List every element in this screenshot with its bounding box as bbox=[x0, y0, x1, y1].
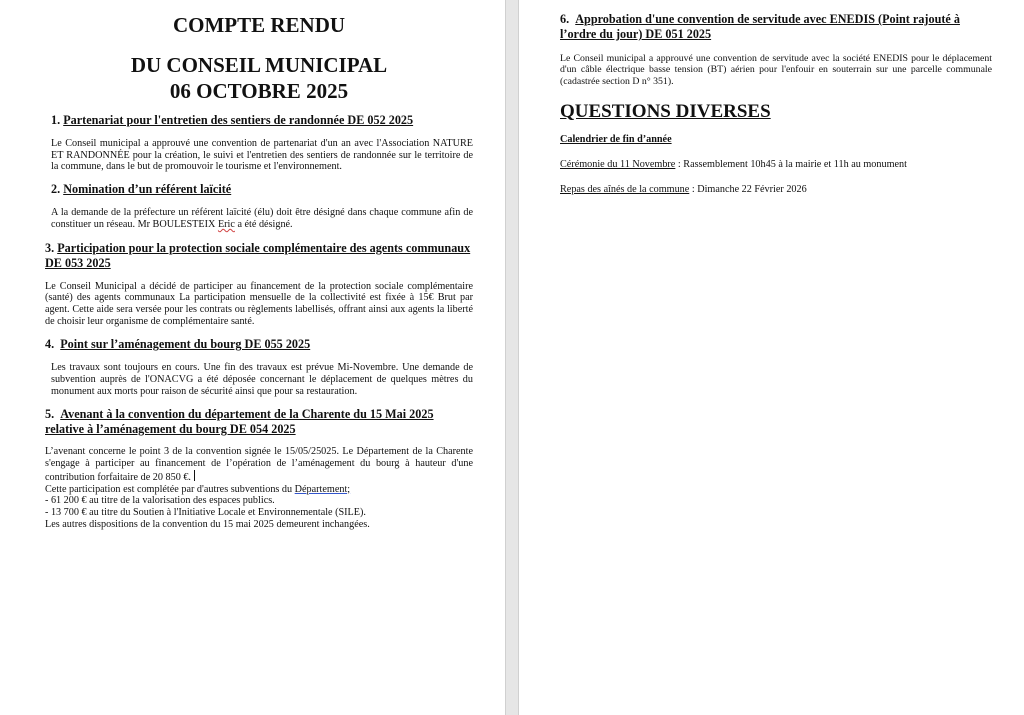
section-3-heading: 3. Participation pour la protection sociale complémentaire des agents communaux DE 053 2025 bbox=[45, 240, 471, 270]
section-1-heading: 1. Partenariat pour l'entretien des sentiers de randonnée DE 052 2025 bbox=[51, 113, 414, 127]
section-6-body: Le Conseil municipal a approuvé une convention de servitude avec la société ENEDIS pour le déplacement d'un câble électrique basse tension (BT) aérien pour l'enfouir en souterrain sur une parcelle communale (cadastrée section D n° 351). bbox=[560, 53, 992, 87]
section-5-heading: 5. Avenant à la convention du département de la Charente du 15 Mai 2025 relative à l’aménagement du bourg DE 054 2025 bbox=[45, 407, 434, 437]
section-3-body: Le Conseil Municipal a décidé de participer au financement de la protection sociale complémentaire (santé) des agents communaux La participation mensuelle de la collectivité est fixée à 15€ Brut par agent. Cette aide sera versée pour les contrats ou règlements labellisés, offrant ainsi aux agents la liberté de choisir leur organisme de complémentaire santé. bbox=[45, 280, 473, 327]
questions-diverses-title: QUESTIONS DIVERSES bbox=[560, 101, 771, 123]
section-5-body-closing: Les autres dispositions de la convention du 15 mai 2025 demeurent inchangées. bbox=[45, 518, 370, 530]
calendar-item-ceremony: Cérémonie du 11 Novembre : Rassemblement 10h45 à la mairie et 11h au monument bbox=[560, 159, 907, 171]
section-5-body-para2: Cette participation est complétée par d'autres subventions du Département; bbox=[45, 483, 351, 495]
section-6-heading: 6. Approbation d'une convention de servitude avec ENEDIS (Point rajouté à l’ordre du jour) DE 051 2025 bbox=[560, 12, 960, 41]
document-page-right bbox=[560, 0, 992, 196]
section-4-body: Les travaux sont toujours en cours. Une fin des travaux est prévue Mi-Novembre. Une demande de subvention auprès de l'ONACVG a été déposée concernant le déplacement de quelques mètres du monument aux morts pour raison de sécurité ainsi que pour sa restauration. bbox=[51, 362, 473, 397]
section-4-heading: 4. Point sur l’aménagement du bourg DE 055 2025 bbox=[45, 337, 311, 352]
doc-title-date: 06 OCTOBRE 2025 bbox=[169, 79, 349, 103]
section-4 bbox=[45, 337, 473, 397]
calendar-heading: Calendrier de fin d’année bbox=[560, 134, 672, 146]
section-3 bbox=[45, 241, 473, 328]
section-5-body-para1: L’avenant concerne le point 3 de la convention signée le 15/05/25025. Le Département de la Charente s'engage à participer au financement de l’opération de l’aménagement du bourg à hauteur d'une contribution forfaitaire de 20 850 €. bbox=[45, 446, 473, 483]
section-1 bbox=[45, 113, 473, 173]
section-1-body: Le Conseil municipal a approuvé une convention de partenariat d'un an avec l'Association NATURE ET RANDONNÉE pour la création, le suivi et l'entretien des sentiers de randonnée sur le territoire de la commune, dans le but de promouvoir le tourisme et l'environnement. bbox=[51, 138, 473, 173]
section-5-body-item2: - 13 700 € au titre du Soutien à l'Initiative Locale et Environnementale (SILE). bbox=[45, 506, 366, 518]
section-6 bbox=[560, 12, 992, 87]
doc-title-line2: DU CONSEIL MUNICIPAL bbox=[130, 53, 388, 77]
section-5 bbox=[45, 407, 473, 530]
section-2-heading: 2. Nomination d’un référent laïcité bbox=[51, 182, 232, 197]
section-2 bbox=[45, 182, 473, 230]
doc-title-line1: COMPTE RENDU bbox=[172, 13, 346, 37]
document-page-left bbox=[45, 0, 473, 530]
section-5-body-item1: - 61 200 € au titre de la valorisation des espaces publics. bbox=[45, 495, 275, 507]
page-gutter bbox=[505, 0, 519, 715]
section-2-body: A la demande de la préfecture un référent laïcité (élu) doit être désigné dans chaque commune afin de constituer un réseau. Mr BOULESTEIX Eric a été désigné. bbox=[51, 207, 473, 230]
text-cursor bbox=[194, 470, 195, 481]
calendar-item-repas: Repas des aînés de la commune : Dimanche 22 Février 2026 bbox=[560, 184, 807, 196]
